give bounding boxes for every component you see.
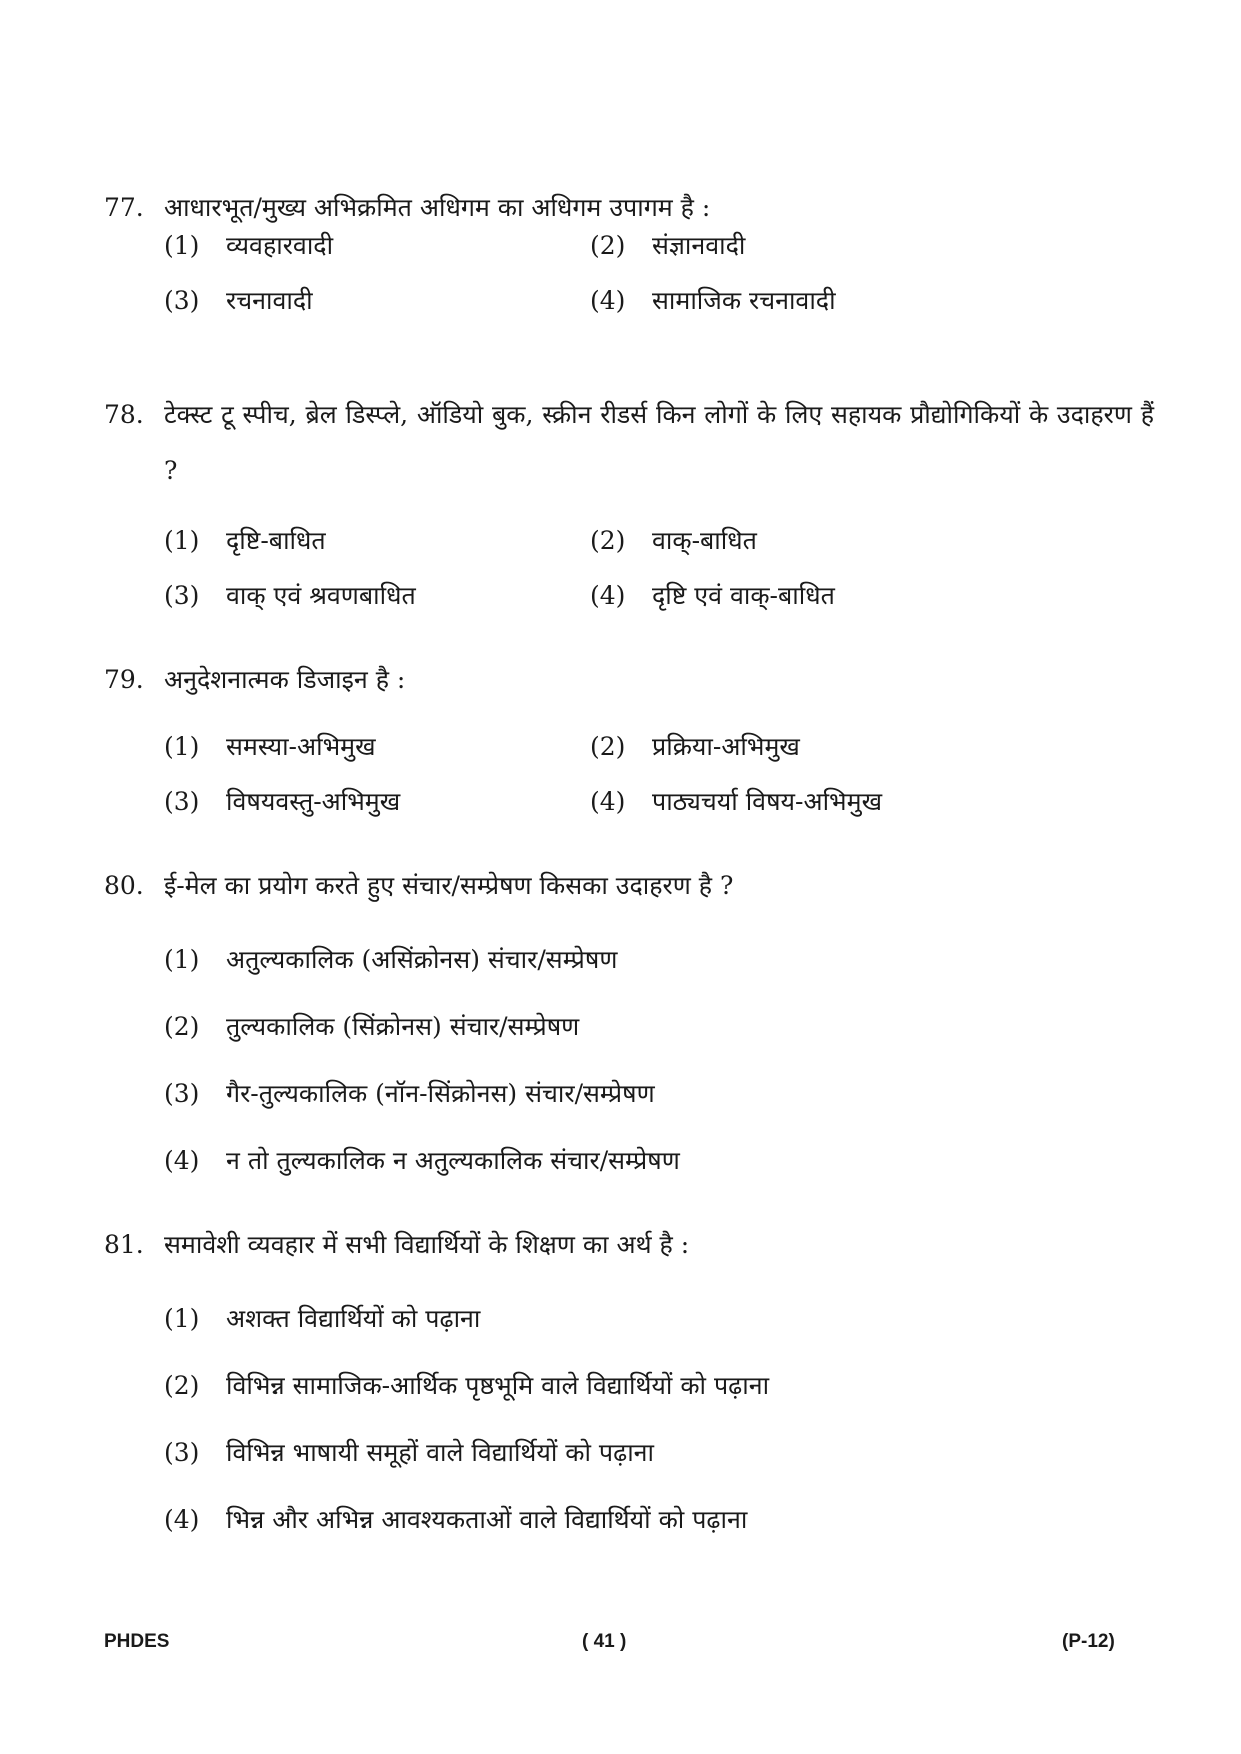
option-text: तुल्यकालिक (सिंक्रोनस) संचार/सम्प्रेषण	[226, 1012, 580, 1041]
option-text: अतुल्यकालिक (असिंक्रोनस) संचार/सम्प्रेषण	[226, 945, 618, 974]
option-text: प्रक्रिया-अभिमुख	[652, 732, 800, 761]
question-number: 81.	[104, 1230, 144, 1259]
option-label: (1)	[164, 231, 200, 260]
option-label: (3)	[164, 286, 200, 315]
page-number: ( 41 )	[582, 1631, 627, 1652]
question-number: 77.	[104, 193, 144, 222]
option-label: (3)	[164, 1079, 200, 1108]
option-text: दृष्टि एवं वाक्-बाधित	[652, 581, 835, 610]
option-text: व्यवहारवादी	[226, 231, 334, 260]
question-number: 78.	[104, 400, 144, 429]
option-text: भिन्न और अभिन्न आवश्यकताओं वाले विद्यार्थियों को पढ़ाना	[226, 1505, 748, 1534]
option-text: संज्ञानवादी	[652, 231, 746, 260]
option-label: (3)	[164, 581, 200, 610]
option-text: सामाजिक रचनावादी	[652, 286, 836, 315]
option-label: (3)	[164, 1438, 200, 1467]
option-text: विषयवस्तु-अभिमुख	[226, 787, 401, 816]
footer-series: (P-12)	[1062, 1631, 1115, 1652]
option-text: वाक् एवं श्रवणबाधित	[226, 581, 416, 610]
option-label: (2)	[590, 732, 626, 761]
option-text: विभिन्न भाषायी समूहों वाले विद्यार्थियों को पढ़ाना	[226, 1438, 655, 1467]
question-text: टेक्स्ट टू स्पीच, ब्रेल डिस्प्ले, ऑडियो बुक, स्क्रीन रीडर्स किन लोगों के लिए सहायक प्रौद्योगिकियों के उदाहरण हैं ?	[164, 400, 1154, 485]
option-label: (4)	[590, 581, 626, 610]
question-text: समावेशी व्यवहार में सभी विद्यार्थियों के शिक्षण का अर्थ है :	[164, 1230, 690, 1259]
option-text: गैर-तुल्यकालिक (नॉन-सिंक्रोनस) संचार/सम्प्रेषण	[226, 1079, 655, 1108]
question-text: आधारभूत/मुख्य अभिक्रमित अधिगम का अधिगम उपागम है :	[164, 193, 711, 222]
option-label: (1)	[164, 1304, 200, 1333]
option-text: न तो तुल्यकालिक न अतुल्यकालिक संचार/सम्प्रेषण	[226, 1146, 680, 1175]
option-label: (2)	[164, 1012, 200, 1041]
question-number: 79.	[104, 665, 144, 694]
option-text: दृष्टि-बाधित	[226, 526, 326, 555]
option-label: (2)	[164, 1371, 200, 1400]
option-label: (4)	[164, 1505, 200, 1534]
option-text: अशक्त विद्यार्थियों को पढ़ाना	[226, 1304, 481, 1333]
option-label: (2)	[590, 526, 626, 555]
question-text: अनुदेशनात्मक डिजाइन है :	[164, 665, 406, 694]
option-text: वाक्-बाधित	[652, 526, 757, 555]
question-text: ई-मेल का प्रयोग करते हुए संचार/सम्प्रेषण किसका उदाहरण है ?	[164, 871, 734, 900]
footer-code: PHDES	[104, 1631, 170, 1652]
option-label: (1)	[164, 526, 200, 555]
option-text: पाठ्यचर्या विषय-अभिमुख	[652, 787, 883, 816]
option-label: (4)	[590, 787, 626, 816]
option-label: (1)	[164, 732, 200, 761]
option-text: विभिन्न सामाजिक-आर्थिक पृष्ठभूमि वाले विद्यार्थियों को पढ़ाना	[226, 1371, 770, 1400]
option-label: (3)	[164, 787, 200, 816]
option-label: (2)	[590, 231, 626, 260]
option-label: (1)	[164, 945, 200, 974]
option-text: रचनावादी	[226, 286, 313, 315]
question-number: 80.	[104, 871, 144, 900]
option-text: समस्या-अभिमुख	[226, 732, 376, 761]
option-label: (4)	[590, 286, 626, 315]
option-label: (4)	[164, 1146, 200, 1175]
